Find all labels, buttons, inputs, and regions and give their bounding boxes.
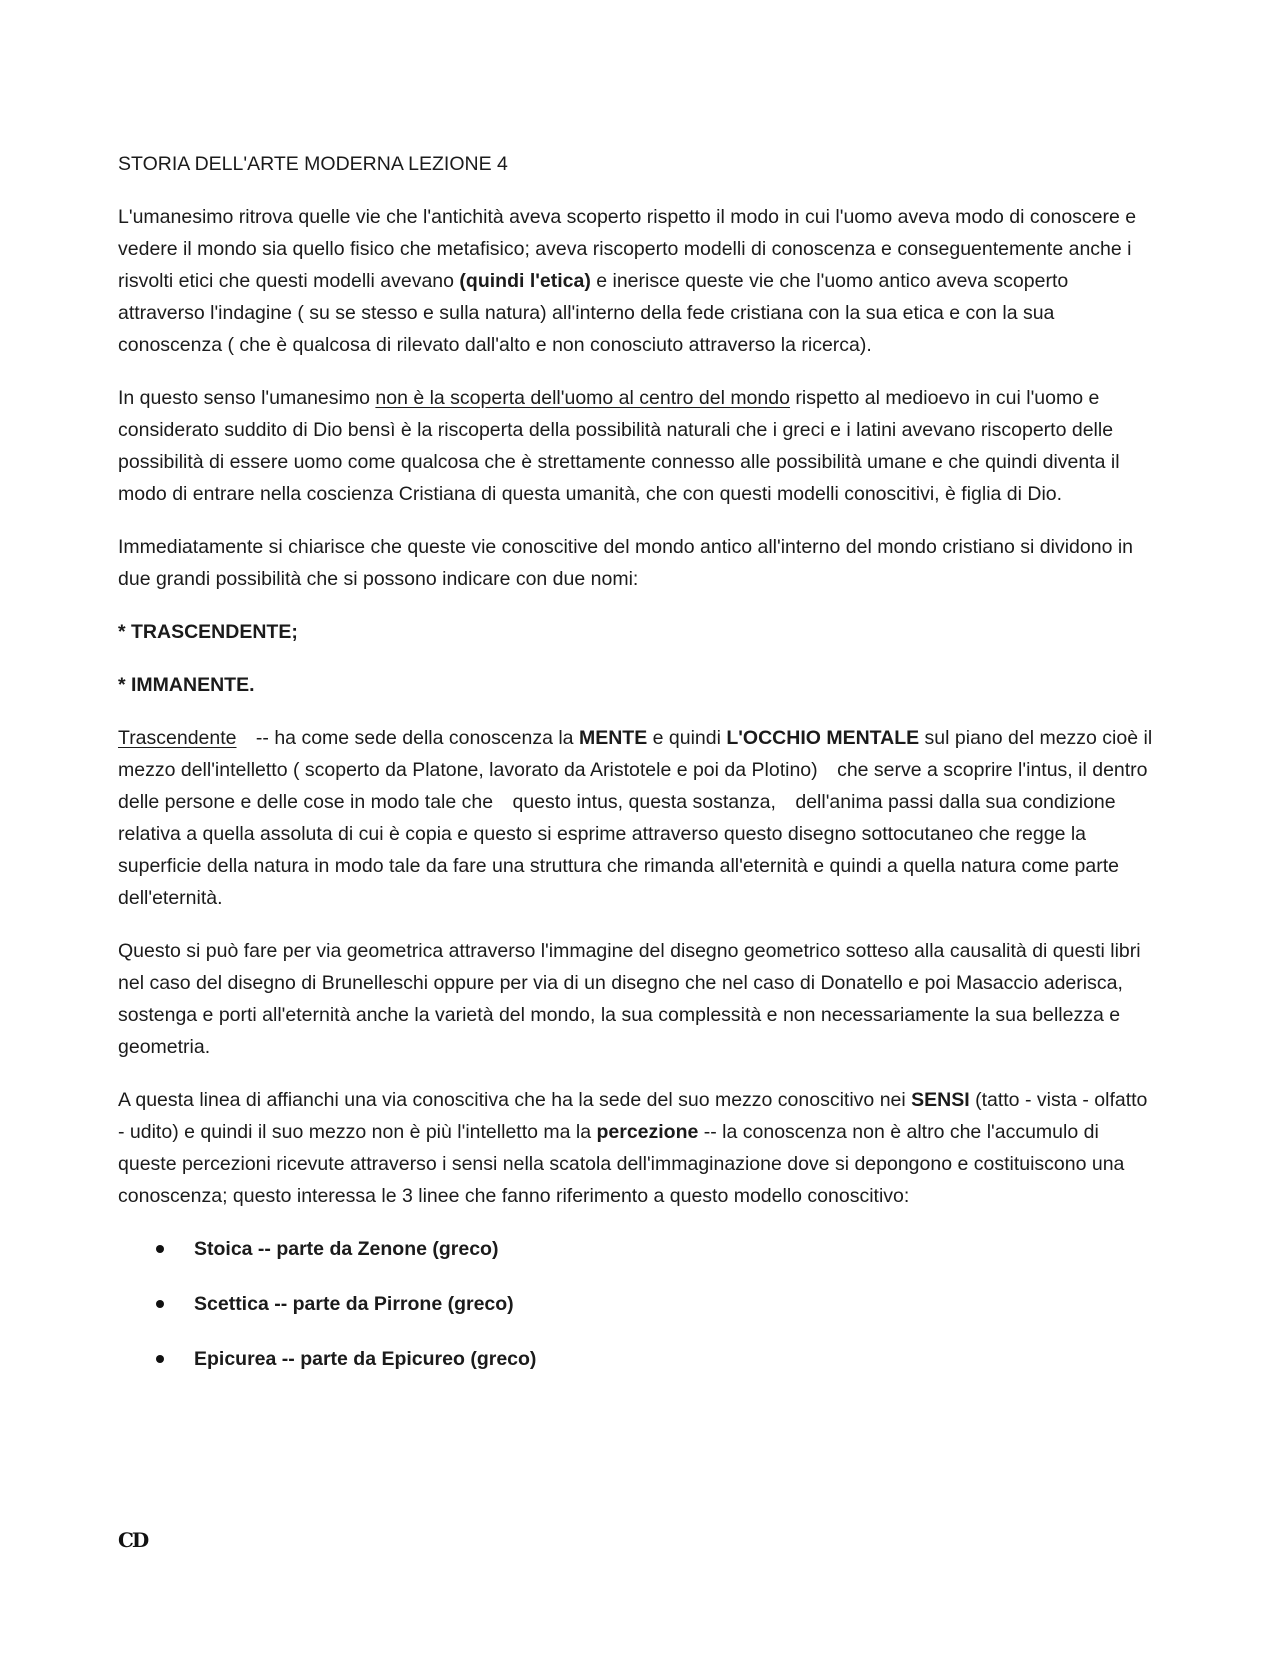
bullet-list	[118, 1233, 1158, 1375]
p4-text-e: questo intus, questa sostanza,	[512, 791, 776, 813]
p6-text-a: A questa linea di affianchi una via conoscitiva che ha la sede del suo mezzo conoscitivo nei	[118, 1089, 912, 1111]
heading-immanente: * IMMANENTE.	[118, 674, 255, 696]
paragraph-geometrica: Questo si può fare per via geometrica attraverso l'immagine del disegno geometrico sotteso alla causalità di questi libri nel caso del disegno di Brunelleschi oppure per via di un disegno che nel caso di Donatello e poi Masaccio aderisca, sostenga e porti all'eternità anche la varietà del mondo, la sua complessità e non necessariamente la sua bellezza e geometria.	[118, 940, 1141, 1058]
bullet-dot-icon	[156, 1355, 164, 1363]
p2-text-a: In questo senso l'umanesimo	[118, 387, 376, 409]
p6-bold-percezione: percezione	[596, 1121, 699, 1143]
p4-text-d: che serve a scoprire l'intus, il dentro delle persone e delle cose in modo tale che	[118, 759, 1148, 813]
p6-text-m: (tatto - vista - olfatto - udito) e quindi il suo mezzo non è più l'intelletto ma la	[118, 1089, 1148, 1143]
p2-underlined: non è la scoperta dell'uomo al centro del mondo	[375, 387, 790, 409]
p4-text-c: sul piano del mezzo cioè il mezzo dell'intelletto ( scoperto da Platone, lavorato da Aristotele e poi da Plotino)	[118, 727, 1153, 781]
bullet-dot-icon	[156, 1245, 164, 1253]
document-title: STORIA DELL'ARTE MODERNA LEZIONE 4	[118, 153, 508, 175]
list-item	[118, 1288, 1158, 1320]
list-item	[118, 1233, 1158, 1265]
p1-text-a: L'umanesimo ritrova quelle vie che l'antichità aveva scoperto rispetto il modo in cui l'uomo aveva modo di conoscere e vedere il mondo sia quello fisico che metafisico; aveva riscoperto modelli di conoscenza e conseguentemente anche i risvolti etici che questi modelli avevano	[118, 206, 1137, 292]
p2-text-c: rispetto al medioevo in cui l'uomo e considerato suddito di Dio bensì è la riscoperta della possibilità naturali che i greci e i latini avevano riscoperto delle possibilità di essere uomo come qualcosa che è strettamente connesso alle possibilità umane e che quindi diventa il modo di entrare nella coscienza Cristiana di questa umanità, che con questi modelli conoscitivi, è figlia di Dio.	[118, 387, 1120, 505]
p4-text-m: e quindi	[647, 727, 727, 749]
paragraph-sensi	[118, 1084, 1158, 1212]
list-item-text: Scettica -- parte da Pirrone (greco)	[194, 1293, 514, 1315]
document-page	[118, 148, 1158, 1398]
p4-text-a: -- ha come sede della conoscenza la	[250, 727, 579, 749]
paragraph-senso	[118, 382, 1158, 510]
p1-text-c: e inerisce queste vie che l'uomo antico aveva scoperto attraverso l'indagine ( su se stesso e sulla natura) all'interno della fede cristiana con la sua etica e con la sua conoscenza ( che è qualcosa di rilevato dall'alto e non conosciuto attraverso la ricerca).	[118, 270, 1069, 356]
p4-underlined: Trascendente	[118, 727, 237, 749]
bullet-dot-icon	[156, 1300, 164, 1308]
p4-text-f: dell'anima passi dalla sua condizione relativa a quella assoluta di cui è copia e questo si esprime attraverso questo disegno sottocutaneo che regge la superficie della natura in modo tale da fare una struttura che rimanda all'eternità e quindi a quella natura come parte dell'eternità.	[118, 791, 1119, 909]
list-item-text: Epicurea -- parte da Epicureo (greco)	[194, 1348, 537, 1370]
paragraph-trascendente	[118, 722, 1158, 914]
heading-trascendente: * TRASCENDENTE;	[118, 621, 298, 643]
paragraph-umanesimo	[118, 201, 1158, 361]
paragraph-immediatamente: Immediatamente si chiarisce che queste vie conoscitive del mondo antico all'interno del mondo cristiano si dividono in due grandi possibilità che si possono indicare con due nomi:	[118, 536, 1134, 590]
p6-text-c: -- la conoscenza non è altro che l'accumulo di queste percezioni ricevute attraverso i sensi nella scatola dell'immaginazione dove si depongono e costituiscono una conoscenza; questo interessa le 3 linee che fanno riferimento a questo modello conoscitivo:	[118, 1121, 1125, 1207]
list-item-text: Stoica -- parte da Zenone (greco)	[194, 1238, 499, 1260]
footer-logo-mark: CD	[118, 1528, 148, 1552]
list-item	[118, 1343, 1158, 1375]
p1-bold-etica: (quindi l'etica)	[459, 270, 591, 292]
p6-bold-sensi: SENSI	[911, 1089, 970, 1111]
p4-bold-occhio: L'OCCHIO MENTALE	[726, 727, 920, 749]
p4-bold-mente: MENTE	[578, 727, 648, 749]
